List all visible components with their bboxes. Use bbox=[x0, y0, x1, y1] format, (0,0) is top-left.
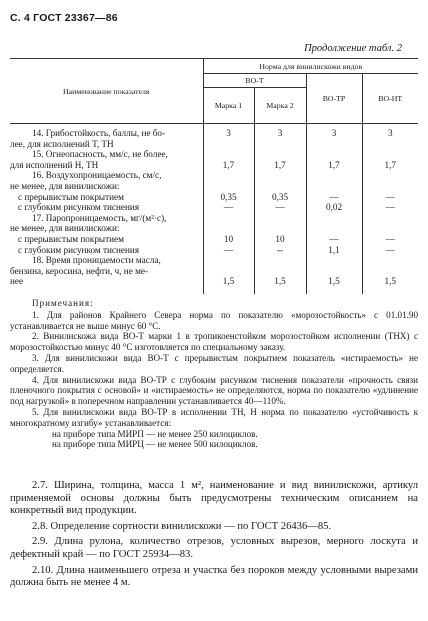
row-18-mark2 bbox=[254, 255, 306, 294]
row-16-name bbox=[10, 170, 203, 212]
body-text bbox=[10, 480, 418, 593]
row-14-mark1-value: 3 bbox=[226, 128, 231, 138]
row-17-sub-1: с прерывистым покрытием bbox=[18, 233, 124, 244]
row-16-vo-nt bbox=[362, 170, 418, 212]
row-17-mark1-b: — bbox=[223, 244, 234, 255]
row-16-vo-nt-b: — bbox=[385, 202, 395, 213]
row-17-vo-nt-b: — bbox=[385, 244, 395, 255]
row-14-mark2 bbox=[254, 124, 306, 150]
row-16-mark1-a: 0,35 bbox=[220, 191, 237, 202]
row-18-line-3: нее bbox=[10, 276, 24, 287]
row-15-name bbox=[10, 149, 203, 170]
row-17-line-2: не менее, для винилискожи: bbox=[10, 223, 120, 234]
row-16-mark2-b: — bbox=[275, 202, 285, 213]
row-16-sub-1: с прерывистым покрытием bbox=[18, 191, 124, 202]
row-14-mark1 bbox=[203, 124, 254, 150]
header-mark-2: Марка 2 bbox=[254, 88, 306, 124]
row-18-vo-tr-value: 1,5 bbox=[328, 276, 340, 287]
row-14-vo-tr bbox=[306, 124, 362, 150]
table-header bbox=[10, 59, 418, 124]
row-17-mark1-a: 10 bbox=[223, 233, 234, 244]
note-1: 1. Для районов Крайнего Севера норма по показателю «морозостойкость» с 01.01.90 устанавливается не выше минус 60 °С. bbox=[10, 309, 418, 331]
row-17-vo-nt bbox=[362, 213, 418, 255]
row-16-vo-tr bbox=[306, 170, 362, 212]
table-row bbox=[10, 170, 418, 212]
row-14-vo-nt-value: 3 bbox=[387, 128, 393, 138]
header-vo-t: ВО-Т bbox=[203, 74, 306, 88]
note-5: 5. Для винилискожи вида ВО-ТР в исполнении ТН, Н норма по показателю «устойчивость к многократному изгибу» устанавливается: bbox=[10, 406, 418, 428]
notes-section bbox=[10, 298, 418, 450]
row-16-mark2-a: 0,35 bbox=[271, 191, 289, 202]
row-14-mark2-value: 3 bbox=[277, 128, 283, 138]
row-15-mark2-value: 1,7 bbox=[274, 159, 286, 170]
row-15-vo-tr bbox=[306, 149, 362, 170]
row-16-mark1 bbox=[203, 170, 254, 212]
row-16-line-1: 16. Воздухопроницаемость, см/с, bbox=[32, 170, 162, 181]
row-18-vo-nt-value: 1,5 bbox=[384, 276, 397, 287]
table-row bbox=[10, 149, 418, 170]
row-18-vo-tr bbox=[306, 255, 362, 294]
row-15-line-2: для исполнений Н, ТН bbox=[10, 159, 99, 170]
row-18-mark1-value: 1,5 bbox=[222, 276, 235, 287]
row-18-vo-nt bbox=[362, 255, 418, 294]
row-18-mark1 bbox=[203, 255, 254, 294]
row-16-vo-tr-b: 0,02 bbox=[325, 202, 343, 213]
notes-title: Примечания: bbox=[32, 298, 94, 308]
row-18-line-2: бензина, керосина, нефти, ч, не ме- bbox=[10, 265, 149, 276]
row-16-vo-tr-a: — bbox=[329, 191, 339, 202]
row-15-vo-nt-value: 1,7 bbox=[384, 159, 397, 170]
row-15-vo-tr-value: 1,7 bbox=[328, 159, 340, 170]
row-18-name bbox=[10, 255, 203, 294]
row-15-mark1-value: 1,7 bbox=[222, 159, 235, 170]
norms-table bbox=[10, 58, 418, 294]
header-vo-tr: ВО-ТР bbox=[306, 74, 362, 124]
row-17-vo-tr-b: 1,1 bbox=[328, 244, 340, 255]
table-row bbox=[10, 255, 418, 294]
row-17-line-1: 17. Паропроницаемость, мг/(м²·с), bbox=[32, 212, 167, 223]
note-3: 3. Для винилискожи вида ВО-Т с прерывистым покрытием показатель «истираемость» не определяется. bbox=[10, 352, 418, 374]
table-row bbox=[10, 213, 418, 255]
row-18-line-1: 18. Время проницаемости масла, bbox=[32, 255, 161, 266]
row-17-vo-tr bbox=[306, 213, 362, 255]
row-17-mark2-a: 10 bbox=[275, 233, 285, 244]
row-14-line-2: лее, для исполнений Т, ТН bbox=[10, 138, 114, 149]
note-5-device-mirc: на приборе типа МИРЦ — не менее 500 килоциклов. bbox=[52, 439, 258, 450]
row-17-vo-nt-a: — bbox=[385, 233, 395, 244]
row-15-mark2 bbox=[254, 149, 306, 170]
row-14-name bbox=[10, 124, 203, 150]
row-17-name bbox=[10, 213, 203, 255]
clause-2-9: 2.9. Длина рулона, количество отрезов, условных вырезов, мерного лоскута и дефектный край — по ГОСТ 25934—83. bbox=[10, 536, 418, 560]
row-15-mark1 bbox=[203, 149, 254, 170]
row-17-sub-2: с глубоким рисунком тиснения bbox=[18, 244, 140, 255]
row-17-mark1 bbox=[203, 213, 254, 255]
row-14-vo-nt bbox=[362, 124, 418, 150]
header-mark-1: Марка 1 bbox=[203, 88, 254, 124]
row-16-line-2: не менее, для винилискожи: bbox=[10, 180, 120, 191]
row-17-mark2 bbox=[254, 213, 306, 255]
header-vo-nt: ВО-НТ bbox=[362, 74, 418, 124]
row-17-mark2-b: -- bbox=[276, 244, 284, 255]
row-16-mark1-b: — bbox=[223, 202, 234, 213]
row-18-mark2-value: 1,5 bbox=[274, 276, 286, 287]
note-5-device-mirp: на приборе типа МИРП — не менее 250 килоциклов. bbox=[52, 428, 258, 439]
row-15-line-1: 15. Огнеопасность, мм/с, не более, bbox=[32, 149, 168, 160]
table-row bbox=[10, 124, 418, 150]
header-norm: Норма для винилискожи видов bbox=[203, 59, 418, 74]
note-2: 2. Винилискожа вида ВО-Т марки 1 в тропикоенстойком морозостойком исполнении (ТНХ) с морозостойкостью минус 40 °С изготовляется по специальному заказу. bbox=[10, 331, 418, 353]
page-header: С. 4 ГОСТ 23367—86 bbox=[10, 12, 118, 24]
clause-2-8: 2.8. Определение сортности винилискожи — по ГОСТ 26436—85. bbox=[32, 520, 332, 532]
clause-2-7: 2.7. Ширина, толщина, масса 1 м², наименование и вид винилискожи, артикул применяемой основы должны быть предусмотрены техническим описанием на конкретный вид продукции. bbox=[10, 480, 418, 517]
table-continuation-label: Продолжение табл. 2 bbox=[304, 43, 402, 54]
row-17-vo-tr-a: — bbox=[329, 233, 339, 244]
row-16-sub-2: с глубоким рисунком тиснения bbox=[18, 202, 140, 213]
row-15-vo-nt bbox=[362, 149, 418, 170]
row-16-vo-nt-a: — bbox=[385, 191, 395, 202]
row-16-mark2 bbox=[254, 170, 306, 212]
row-14-vo-tr-value: 3 bbox=[331, 128, 337, 138]
note-4: 4. Для винилискожи вида ВО-ТР с глубоким рисунком тиснения показатели «прочность связи пленочного покрытия с основой» и «истираемость» не определяются, норма по показателю «удлинение под нагрузкой» в поперечном направлении устанавливается 40—110%. bbox=[10, 374, 418, 407]
header-indicator-name: Наименование показателя bbox=[10, 59, 203, 124]
row-14-line-1: 14. Грибостойкость, баллы, не бо- bbox=[32, 128, 166, 138]
clause-2-10: 2.10. Длина наименьшего отреза и участка без пороков между условными вырезами должна быть не менее 4 м. bbox=[10, 564, 418, 589]
